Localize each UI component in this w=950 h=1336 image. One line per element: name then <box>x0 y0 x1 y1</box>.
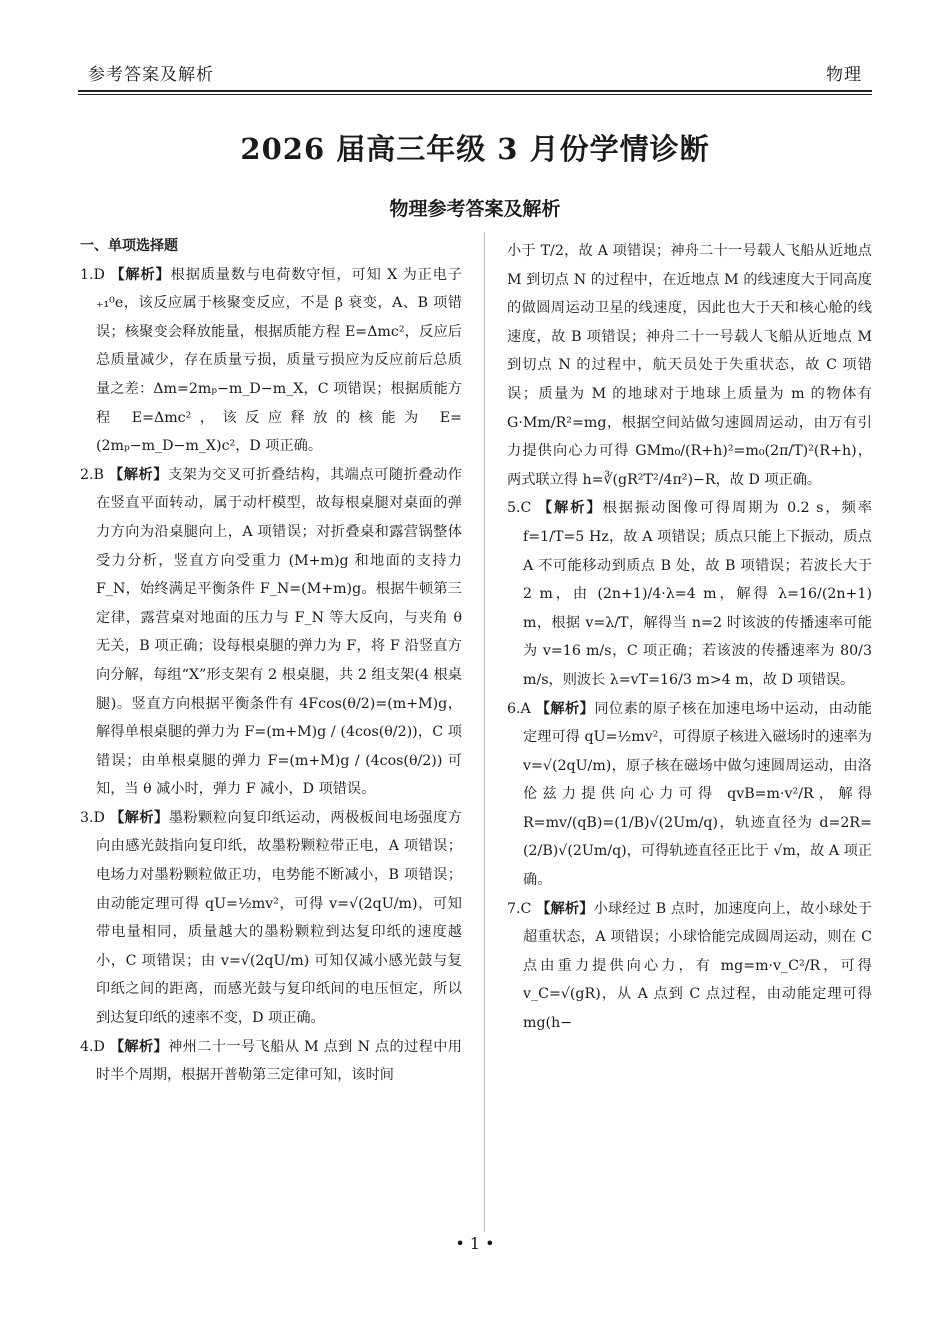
header-rule-thick <box>78 90 872 92</box>
analysis-tag: 【解析】 <box>109 1038 169 1055</box>
analysis-tag: 【解析】 <box>109 466 168 483</box>
answer-item <box>80 261 462 461</box>
analysis-tag: 【解析】 <box>110 266 171 283</box>
header-rule-thin <box>78 94 872 95</box>
left-answers <box>80 261 462 1090</box>
answer-text: 同位素的原子核在加速电场中运动，由动能定理可得 qU=½mv²，可得原子核进入磁场时的速率为 v=√(2qU/m)，原子核在磁场中做匀速圆周运动，由洛伦兹力提供向心力可得 qvB=m·v²/R，解得 R=mv/(qB)=(1/B)√(2Um/q)，轨迹直径为 d=2R=(2/B)√(2Um/q)，可得轨迹直径正比于 √m，故 A 项正确。 <box>523 700 872 889</box>
answer-item <box>80 1033 462 1090</box>
answer-number: 7.C <box>507 900 537 917</box>
answer-text: 根据质量数与电荷数守恒，可知 X 为正电子 ₊₁⁰e，该反应属于核聚变反应，不是 β 衰变，A、B 项错误；核聚变会释放能量，根据质能方程 E=Δmc²，反应后总质量减少，存在质量亏损，质量亏损应为反应前后总质量之差：Δm=2mₚ−m_D−m_X，C 项错误；根据质能方程 E=Δmc²，该反应释放的核能为 E=(2mₚ−m_D−m_X)c²，D 项正确。 <box>96 266 462 455</box>
answer-text: 小球经过 B 点时，加速度向上，故小球处于超重状态，A 项错误；小球恰能完成圆周运动，则在 C 点由重力提供向心力，有 mg=m·v_C²/R，可得 v_C=√(gR)，从 A 点到 C 点过程，由动能定理可得 mg(h− <box>523 900 872 1032</box>
answer-item <box>507 494 872 694</box>
answer-number: 6.A <box>507 700 536 717</box>
answer-item <box>80 461 462 804</box>
analysis-tag: 【解析】 <box>537 500 603 517</box>
answer-item <box>507 237 872 494</box>
answer-number: 4.D <box>80 1038 110 1055</box>
answer-item <box>507 695 872 895</box>
section-heading: 一、单项选择题 <box>80 238 178 254</box>
header-left-label: 参考答案及解析 <box>88 65 214 85</box>
answer-text: 支架为交叉可折叠结构，其端点可随折叠动作在竖直平面转动，属于动杆模型，故每根桌腿对桌面的弹力方向为沿桌腿向上，A 项错误；对折叠桌和露营锅整体受力分析，竖直方向受重力 (M+m)g 和地面的支持力 F_N，始终满足平衡条件 F_N=(M+m)g。根据牛顿第三定律，露营桌对地面的压力与 F_N 等大反向，与夹角 θ 无关，B 项正确；设每根桌腿的弹力为 F，将 F 沿竖直方向分解，每组“X”形支架有 2 根桌腿，共 2 组支架(4 根桌腿)。竖直方向根据平衡条件有 4Fcos(θ/2)=(m+M)g，解得单根桌腿的弹力为 F=(m+M)g / (4cos(θ/2))，C 项错误；由单根桌腿的弹力 F=(m+M)g / (4cos(θ/2)) 可知，当 θ 减小时，弹力 F 减小，D 项错误。 <box>96 466 462 798</box>
answer-number: 1.D <box>80 266 111 283</box>
page-number: • 1 • <box>455 1234 495 1253</box>
answer-item <box>507 895 872 1038</box>
answer-text: 墨粉颗粒向复印纸运动，两极板间电场强度方向由感光鼓指向复印纸，故墨粉颗粒带正电，A 项错误；电场力对墨粉颗粒做正功，电势能不断减小，B 项错误；由动能定理可得 qU=½mv²，可得 v=√(2qU/m)，可知带电量相同，质量越大的墨粉颗粒到达复印纸的速度越小，C 项错误；由 v=√(2qU/m) 可知仅减小感光鼓与复印纸之间的距离，而感光鼓与复印纸间的电压恒定，所以到达复印纸的速率不变，D 项正确。 <box>96 809 462 1027</box>
analysis-tag: 【解析】 <box>535 700 595 717</box>
left-column <box>80 232 462 1090</box>
page-title: 2026 届高三年级 3 月份学情诊断 <box>240 132 710 166</box>
analysis-tag: 【解析】 <box>109 809 169 826</box>
answer-text: 神州二十一号飞船从 M 点到 N 点的过程中用时半个周期，根据开普勒第三定律可知，该时间 <box>96 1038 462 1084</box>
answer-number: 2.B <box>80 466 110 483</box>
right-answers <box>507 237 872 1038</box>
answer-text: 根据振动图像可得周期为 0.2 s，频率 f=1/T=5 Hz，故 A 项错误；质点只能上下振动，质点 A 不可能移动到质点 B 处，故 B 项错误；若波长大于 2 m，由 (2n+1)/4·λ=4 m，解得 λ=16/(2n+1) m，根据 v=λ/T，解得当 n=2 时该波的传播速率可能为 v=16 m/s，C 项正确；若该波的传播速率为 80/3 m/s，则波长 λ=vT=16/3 m>4 m，故 D 项错误。 <box>523 500 872 688</box>
column-divider <box>484 232 485 1232</box>
analysis-tag: 【解析】 <box>536 900 594 917</box>
header-subject-label: 物理 <box>826 65 862 85</box>
answer-number: 3.D <box>80 809 110 826</box>
right-column <box>507 237 872 1038</box>
answer-number: 5.C <box>507 500 538 517</box>
answer-item <box>80 804 462 1033</box>
page-subtitle: 物理参考答案及解析 <box>389 198 561 220</box>
answer-text: 小于 T/2，故 A 项错误；神舟二十一号载人飞船从近地点 M 到切点 N 的过程中，在近地点 M 的线速度大于同高度的做圆周运动卫星的线速度，因此也大于天和核心舱的线速度，故 B 项错误；神舟二十一号载人飞船从近地点 M 到切点 N 的过程中，航天员处于失重状态，故 C 项错误；质量为 M 的地球对于地球上质量为 m 的物体有 G·Mm/R²=mg，根据空间站做匀速圆周运动，由万有引力提供向心力可得 GMm₀/(R+h)²=m₀(2π/T)²(R+h)，两式联立得 h=∛(gR²T²/4π²)−R，故 D 项正确。 <box>507 243 872 488</box>
